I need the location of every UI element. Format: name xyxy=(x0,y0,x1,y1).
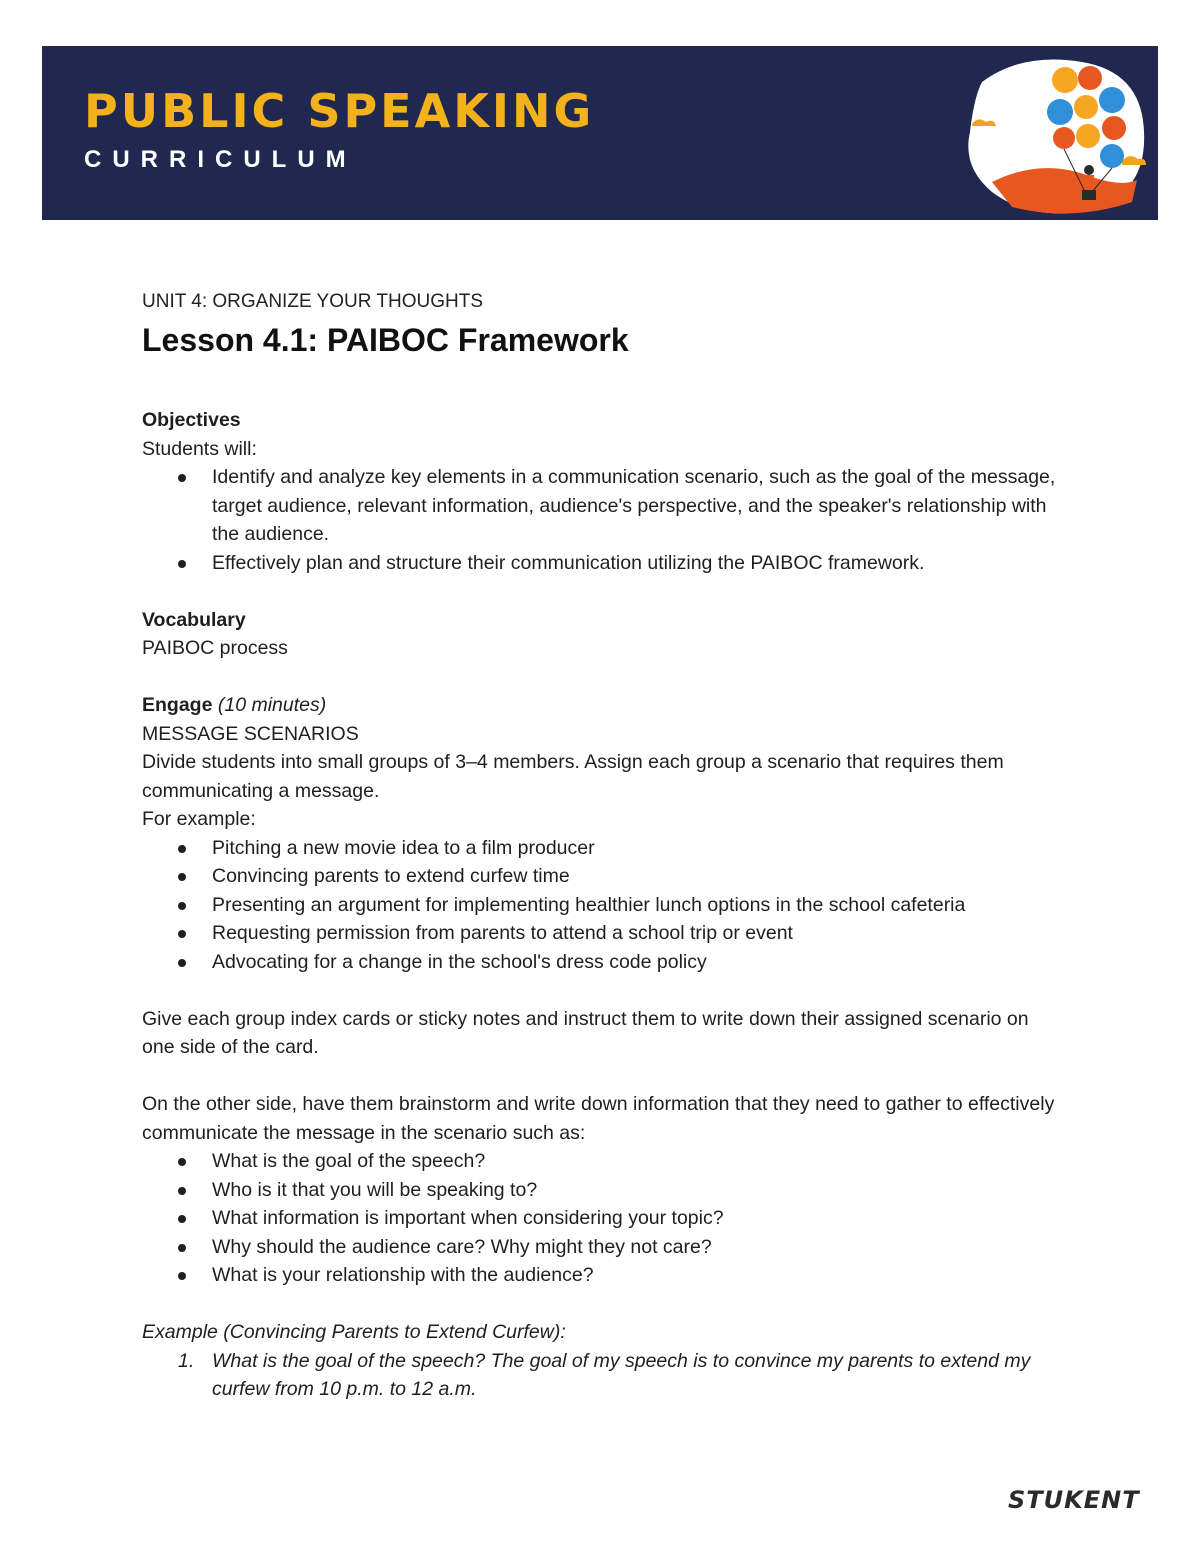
list-item: Effectively plan and structure their communication utilizing the PAIBOC framework. xyxy=(212,549,1062,578)
engage-intro: Divide students into small groups of 3–4 members. Assign each group a scenario that requires them communicating a message. xyxy=(142,751,1004,802)
banner-title: PUBLIC SPEAKING xyxy=(84,84,595,138)
engage-duration: (10 minutes) xyxy=(217,694,327,716)
unit-label: UNIT 4: ORGANIZE YOUR THOUGHTS xyxy=(142,291,483,312)
list-item: What is your relationship with the audience? xyxy=(212,1261,1062,1290)
other-side-paragraph: On the other side, have them brainstorm and write down information that they need to gather to effectively communicate the message in the scenario such as: xyxy=(142,1093,1055,1144)
lesson-content xyxy=(142,290,1062,1404)
stukent-logo: STUKENT xyxy=(1008,1486,1140,1514)
example-list xyxy=(142,1347,1062,1404)
speaker-balloon-illustration xyxy=(952,52,1152,216)
objectives-list xyxy=(142,463,1062,577)
engage-subheading: MESSAGE SCENARIOS xyxy=(142,722,359,745)
list-item: What is the goal of the speech? xyxy=(212,1147,1062,1176)
list-number: 1. xyxy=(178,1349,195,1372)
banner-subtitle: CURRICULUM xyxy=(84,146,357,173)
engage-heading-line xyxy=(142,691,1062,720)
index-cards-paragraph: Give each group index cards or sticky notes and instruct them to write down their assigned scenario on one side of the card. xyxy=(142,1007,1029,1058)
example-label: For example: xyxy=(142,808,256,830)
example-heading: Example (Convincing Parents to Extend Curfew): xyxy=(142,1321,566,1343)
list-item xyxy=(178,1347,1062,1404)
list-item: Advocating for a change in the school's dress code policy xyxy=(212,948,1062,977)
list-item: Why should the audience care? Why might they not care? xyxy=(212,1233,1062,1262)
vocabulary-text: PAIBOC process xyxy=(142,637,288,659)
objectives-heading: Objectives xyxy=(142,409,241,431)
list-item: Pitching a new movie idea to a film producer xyxy=(212,834,1062,863)
list-item: What information is important when considering your topic? xyxy=(212,1204,1062,1233)
header-banner xyxy=(42,46,1158,220)
scenario-list xyxy=(142,834,1062,977)
question-list xyxy=(142,1147,1062,1290)
list-item: Presenting an argument for implementing healthier lunch options in the school cafeteria xyxy=(212,891,1062,920)
vocabulary-heading: Vocabulary xyxy=(142,608,246,631)
list-item: Requesting permission from parents to attend a school trip or event xyxy=(212,919,1062,948)
list-item: Convincing parents to extend curfew time xyxy=(212,862,1062,891)
engage-heading: Engage xyxy=(142,694,213,716)
lesson-title: Lesson 4.1: PAIBOC Framework xyxy=(142,322,629,358)
list-item: Who is it that you will be speaking to? xyxy=(212,1176,1062,1205)
objectives-intro: Students will: xyxy=(142,437,257,460)
list-item-text: What is the goal of the speech? The goal of my speech is to convince my parents to extend my curfew from 10 p.m. to 12 a.m. xyxy=(212,1349,1031,1400)
list-item: Identify and analyze key elements in a communication scenario, such as the goal of the message, target audience, relevant information, audience's perspective, and the speaker's relationship with the audience. xyxy=(212,463,1062,549)
